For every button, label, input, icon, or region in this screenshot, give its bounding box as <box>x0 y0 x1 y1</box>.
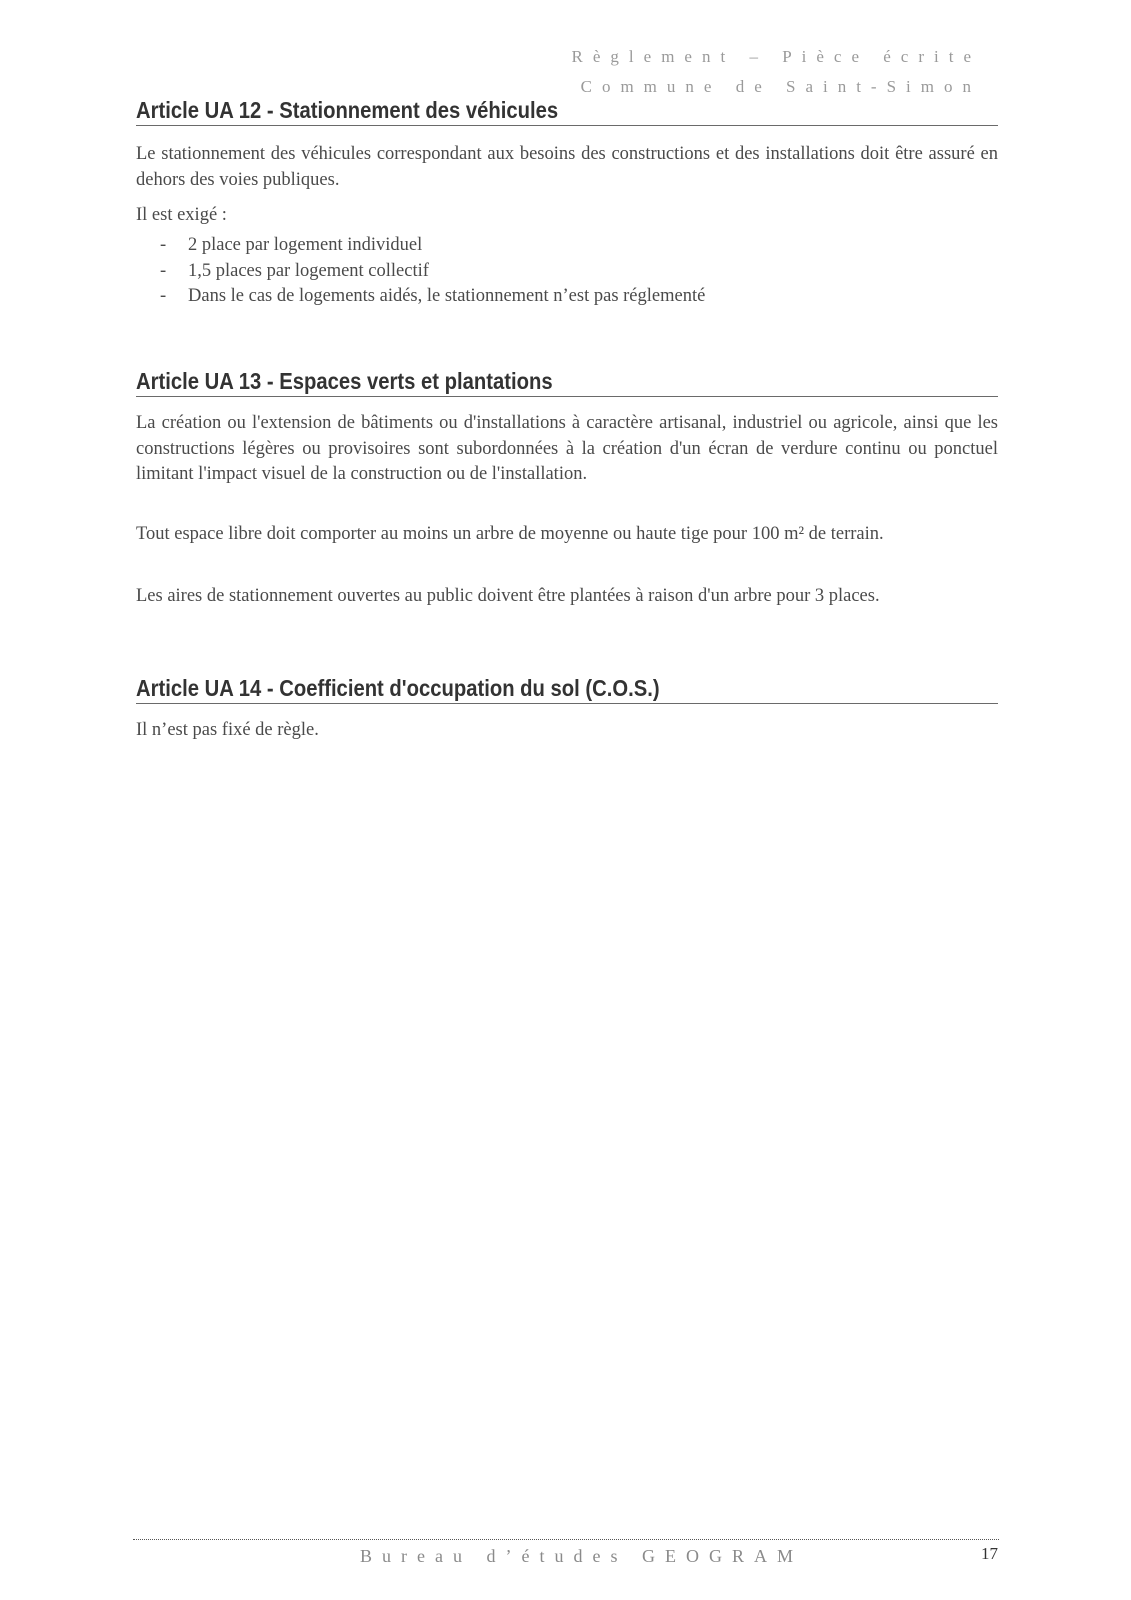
section-title-ua12-text: Article UA 12 - Stationnement des véhicules <box>136 97 559 123</box>
section-title-ua13-text: Article UA 13 - Espaces verts et plantations <box>136 368 553 394</box>
paragraph-ua12-1: Le stationnement des véhicules correspondant aux besoins des constructions et des installations doit être assuré en dehors des voies publiques. <box>136 144 998 190</box>
section-title-ua14-text: Article UA 14 - Coefficient d'occupation du sol (C.O.S.) <box>136 675 660 701</box>
paragraph-ua13-2: Tout espace libre doit comporter au moins un arbre de moyenne ou haute tige pour 100 m² de terrain. <box>136 524 884 544</box>
bullet-list-ua12 <box>160 233 980 310</box>
paragraph-ua12-2: Il est exigé : <box>136 205 227 225</box>
section-title-ua13 <box>136 366 998 397</box>
paragraph-ua13-1: La création ou l'extension de bâtiments ou d'installations à caractère artisanal, industriel ou agricole, ainsi que les constructions légères ou provisoires sont subordonnées à la création d'un écran de verdure continu ou ponctuel limitant l'impact visuel de la construction ou de l'installation. <box>136 413 998 484</box>
footer-company: Bureau d’études GEOGRAM <box>360 1546 803 1566</box>
header-document-type: Règlement – Pièce écrite <box>571 47 981 66</box>
list-item-text: 2 place par logement individuel <box>188 235 423 255</box>
list-item-text: 1,5 places par logement collectif <box>188 260 429 281</box>
page-header <box>572 42 981 102</box>
list-item <box>160 233 980 259</box>
header-commune: Commune de Saint-Simon <box>580 77 981 96</box>
list-item <box>160 284 980 310</box>
dash-bullet: - <box>160 260 167 281</box>
page-number: 17 <box>981 1544 998 1563</box>
section-title-ua12 <box>136 95 998 126</box>
paragraph-ua13-3: Les aires de stationnement ouvertes au public doivent être plantées à raison d'un arbre pour 3 places. <box>136 586 880 606</box>
list-item-text: Dans le cas de logements aidés, le stationnement n’est pas réglementé <box>188 286 706 306</box>
paragraph-ua14-1: Il n’est pas fixé de règle. <box>136 720 319 740</box>
dash-bullet: - <box>160 235 167 255</box>
section-title-ua14 <box>136 673 998 704</box>
dash-bullet: - <box>160 286 167 306</box>
list-item <box>160 259 980 285</box>
footer-divider <box>133 1539 999 1540</box>
